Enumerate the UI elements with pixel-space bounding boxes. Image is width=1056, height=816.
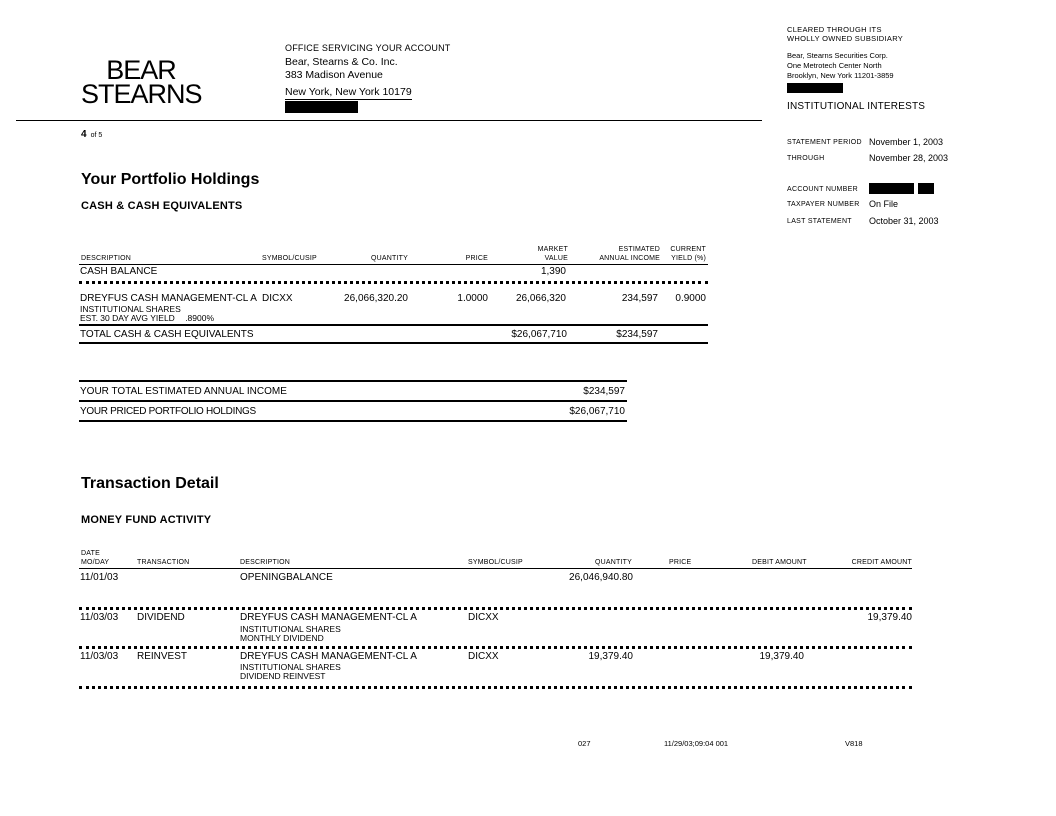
cash-balance-label: CASH BALANCE bbox=[80, 266, 158, 277]
redacted-phone bbox=[285, 101, 358, 113]
tx-col-quantity: QUANTITY bbox=[595, 559, 632, 566]
tx-row-debit: 19,379.40 bbox=[759, 651, 804, 662]
logo-line-1: BEAR bbox=[106, 55, 176, 85]
tx-col-date-2: MO/DAY bbox=[81, 559, 110, 566]
tx-row-symbol: DICXX bbox=[468, 612, 499, 623]
tx-row-transaction: DIVIDEND bbox=[137, 612, 185, 623]
fund-sub-1: INSTITUTIONAL SHARES bbox=[80, 304, 181, 314]
page-indicator bbox=[81, 129, 102, 140]
col-price: PRICE bbox=[465, 255, 488, 262]
holdings-dotted-rule bbox=[79, 281, 708, 284]
total-top-rule bbox=[79, 324, 708, 326]
tx-col-credit: CREDIT AMOUNT bbox=[851, 559, 912, 566]
total-market-value: $26,067,710 bbox=[511, 329, 567, 340]
col-quantity: QUANTITY bbox=[371, 255, 408, 262]
tx-dotted-rule-1 bbox=[79, 607, 912, 610]
clearing-addr-3: Brooklyn, New York 11201-3859 bbox=[787, 71, 894, 80]
col-symbol: SYMBOL/CUSIP bbox=[262, 255, 317, 262]
office-street: 383 Madison Avenue bbox=[285, 69, 383, 81]
col-market-1: MARKET bbox=[537, 246, 568, 253]
footer-code-3: V818 bbox=[845, 739, 863, 748]
total-bottom-rule bbox=[79, 342, 708, 344]
tx-col-description: DESCRIPTION bbox=[240, 559, 291, 566]
tx-row-description: DREYFUS CASH MANAGEMENT-CL A bbox=[240, 651, 417, 662]
tx-row-description: DREYFUS CASH MANAGEMENT-CL A bbox=[240, 612, 417, 623]
tx-row-quantity: 19,379.40 bbox=[588, 651, 633, 662]
through-value: November 28, 2003 bbox=[869, 153, 949, 163]
tx-col-symbol: SYMBOL/CUSIP bbox=[468, 559, 523, 566]
header-rule bbox=[16, 120, 762, 121]
opening-description: OPENINGBALANCE bbox=[240, 572, 333, 583]
taxpayer-label: TAXPAYER NUMBER bbox=[787, 201, 860, 208]
fund-yield: 0.9000 bbox=[675, 293, 706, 304]
fund-description: DREYFUS CASH MANAGEMENT-CL A bbox=[80, 293, 257, 304]
opening-quantity: 26,046,940.80 bbox=[569, 572, 633, 583]
logo-line-2: STEARNS bbox=[81, 79, 202, 109]
tx-row-date: 11/03/03 bbox=[80, 651, 119, 662]
fund-symbol: DICXX bbox=[262, 293, 293, 304]
transactions-title: Transaction Detail bbox=[81, 475, 219, 492]
tx-row-sub-1: INSTITUTIONAL SHARES bbox=[240, 662, 341, 672]
taxpayer-value: On File bbox=[869, 199, 899, 209]
summary-bottom-rule bbox=[79, 420, 627, 422]
fund-price: 1.0000 bbox=[457, 293, 488, 304]
summary-holdings-label: YOUR PRICED PORTFOLIO HOLDINGS bbox=[80, 406, 256, 417]
tx-col-transaction: TRANSACTION bbox=[137, 559, 190, 566]
page-of: of 5 bbox=[90, 132, 103, 139]
office-block bbox=[285, 43, 451, 118]
fund-market-value: 26,066,320 bbox=[515, 293, 566, 304]
col-income-2: ANNUAL INCOME bbox=[599, 255, 660, 262]
redacted-block bbox=[787, 83, 843, 93]
last-statement-label: LAST STATEMENT bbox=[787, 218, 852, 225]
office-name: Bear, Stearns & Co. Inc. bbox=[285, 56, 398, 68]
col-income-1: ESTIMATED bbox=[618, 246, 660, 253]
transactions-section: MONEY FUND ACTIVITY bbox=[81, 514, 212, 526]
clearing-addr-2: One Metrotech Center North bbox=[787, 61, 882, 70]
holdings-header-rule bbox=[79, 264, 708, 265]
last-statement-value: October 31, 2003 bbox=[869, 216, 939, 226]
tx-col-date-1: DATE bbox=[81, 550, 100, 557]
through-label: THROUGH bbox=[787, 155, 825, 162]
fund-annual-income: 234,597 bbox=[621, 293, 658, 304]
cash-balance-value: 1,390 bbox=[540, 266, 566, 277]
office-city: New York, New York 10179 bbox=[285, 86, 412, 98]
holdings-title: Your Portfolio Holdings bbox=[81, 171, 260, 188]
tx-col-price: PRICE bbox=[669, 559, 692, 566]
account-type: INSTITUTIONAL INTERESTS bbox=[787, 101, 926, 112]
period-value: November 1, 2003 bbox=[869, 137, 944, 147]
col-yield-1: CURRENT bbox=[670, 246, 706, 253]
col-market-2: VALUE bbox=[544, 255, 568, 262]
tx-row-symbol: DICXX bbox=[468, 651, 499, 662]
tx-col-debit: DEBIT AMOUNT bbox=[752, 559, 807, 566]
tx-row-sub-2: MONTHLY DIVIDEND bbox=[240, 633, 324, 643]
summary-income-value: $234,597 bbox=[583, 386, 625, 397]
page-number: 4 bbox=[81, 129, 87, 140]
total-annual-income: $234,597 bbox=[616, 329, 658, 340]
tx-row-sub-1: INSTITUTIONAL SHARES bbox=[240, 624, 341, 634]
total-label: TOTAL CASH & CASH EQUIVALENTS bbox=[80, 329, 254, 340]
redacted-account-2 bbox=[918, 183, 934, 194]
clearing-addr-1: Bear, Stearns Securities Corp. bbox=[787, 51, 888, 60]
fund-sub-2 bbox=[80, 314, 214, 323]
opening-date: 11/01/03 bbox=[80, 572, 119, 583]
tx-row-credit: 19,379.40 bbox=[867, 612, 912, 623]
summary-income-label: YOUR TOTAL ESTIMATED ANNUAL INCOME bbox=[80, 386, 287, 397]
tx-dotted-rule-3 bbox=[79, 686, 912, 689]
tx-row-transaction: REINVEST bbox=[137, 651, 188, 662]
clearing-line-1: CLEARED THROUGH ITS bbox=[787, 25, 882, 34]
summary-mid-rule bbox=[79, 400, 627, 402]
clearing-line-2: WHOLLY OWNED SUBSIDIARY bbox=[787, 34, 904, 43]
bear-stearns-logo bbox=[81, 55, 202, 109]
redacted-account-1 bbox=[869, 183, 914, 194]
fund-yield-label: EST. 30 DAY AVG YIELD bbox=[80, 313, 175, 323]
office-label: OFFICE SERVICING YOUR ACCOUNT bbox=[285, 43, 451, 53]
tx-header-rule bbox=[79, 568, 912, 569]
summary-top-rule bbox=[79, 380, 627, 382]
account-number-label: ACCOUNT NUMBER bbox=[787, 186, 858, 193]
footer-code-2: 11/29/03;09:04 001 bbox=[664, 739, 729, 748]
fund-yield-value: .8900% bbox=[185, 313, 215, 323]
summary-holdings-value: $26,067,710 bbox=[569, 406, 625, 417]
footer-code-1: 027 bbox=[578, 739, 591, 748]
tx-row-sub-2: DIVIDEND REINVEST bbox=[240, 671, 326, 681]
holdings-section: CASH & CASH EQUIVALENTS bbox=[81, 200, 243, 212]
tx-dotted-rule-2 bbox=[79, 646, 912, 649]
col-description: DESCRIPTION bbox=[81, 255, 132, 262]
tx-row-date: 11/03/03 bbox=[80, 612, 119, 623]
period-label: STATEMENT PERIOD bbox=[787, 139, 862, 146]
col-yield-2: YIELD (%) bbox=[671, 255, 706, 262]
fund-quantity: 26,066,320.20 bbox=[344, 293, 408, 304]
